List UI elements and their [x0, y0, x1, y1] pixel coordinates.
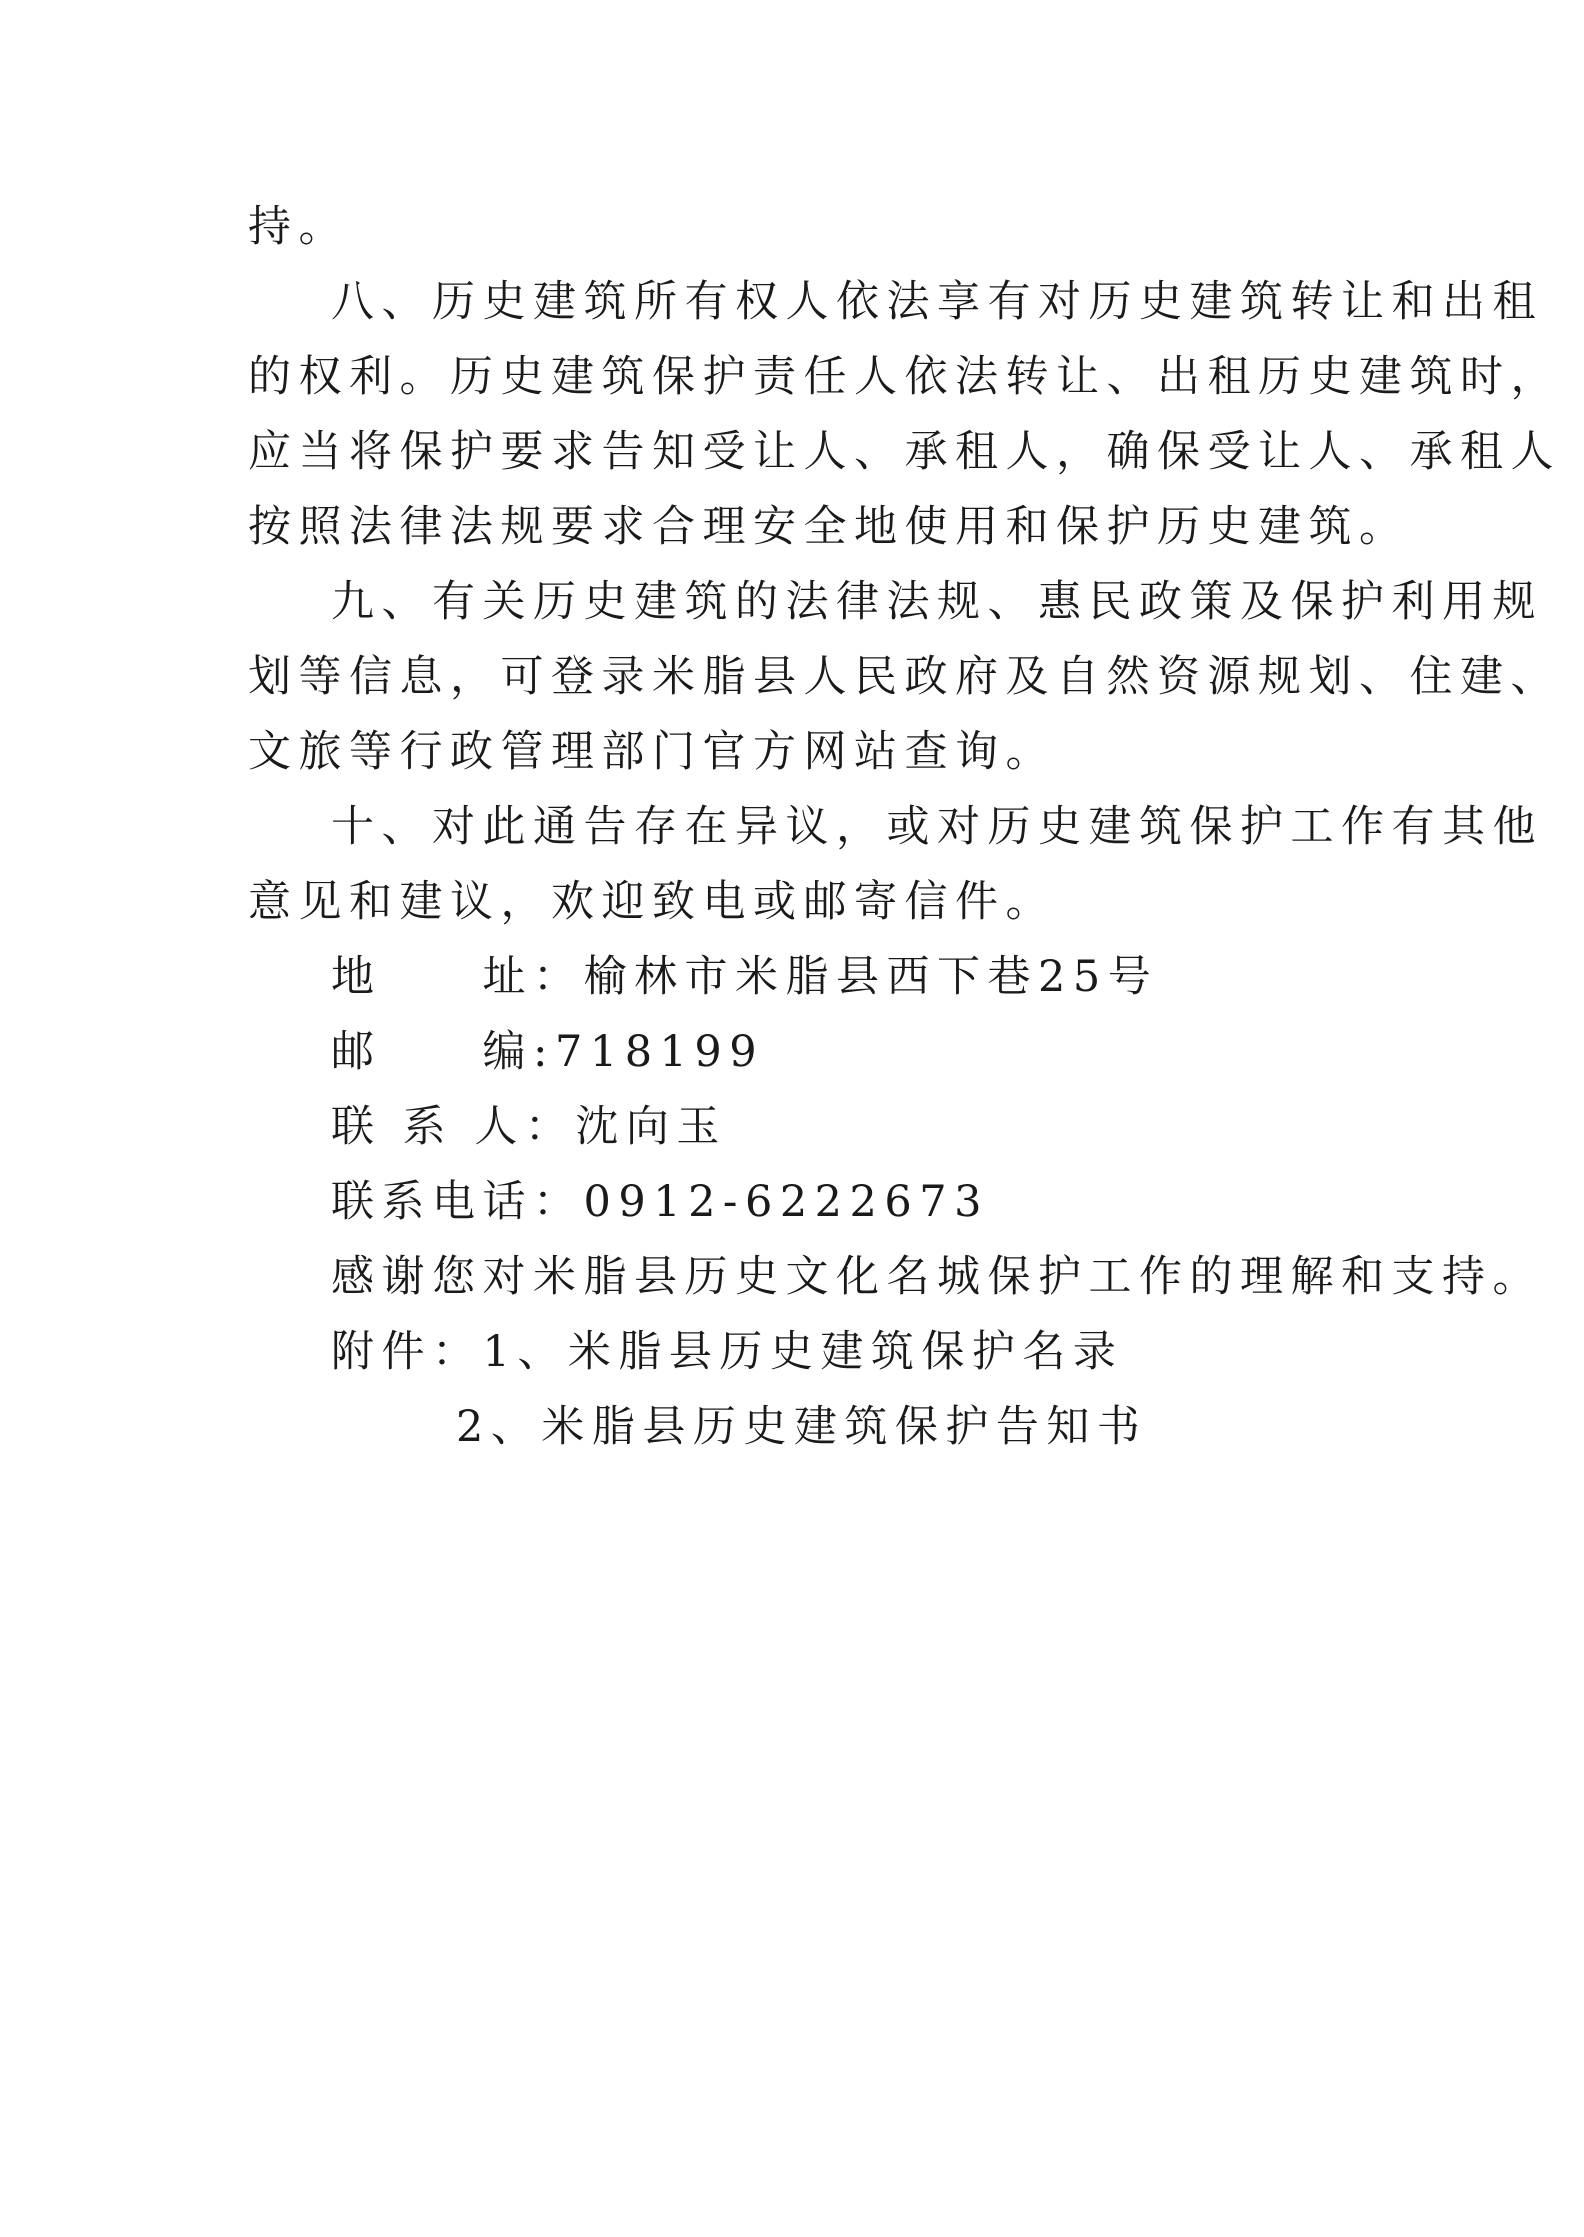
paragraph-line: 应当将保护要求告知受让人、承租人，确保受让人、承租人 — [248, 427, 1561, 477]
thanks-line: 感谢您对米脂县历史文化名城保护工作的理解和支持。 — [331, 1252, 1543, 1302]
paragraph-line: 的权利。历史建筑保护责任人依法转让、出租历史建筑时， — [248, 352, 1561, 402]
paragraph-line: 九、有关历史建筑的法律法规、惠民政策及保护利用规 — [331, 577, 1543, 627]
paragraph-line: 十、对此通告存在异议，或对历史建筑保护工作有其他 — [331, 802, 1543, 852]
paragraph-line: 八、历史建筑所有权人依法享有对历史建筑转让和出租 — [331, 277, 1543, 327]
contact-address: 地 址：榆林市米脂县西下巷25号 — [331, 952, 1159, 1002]
contact-person: 联 系 人：沈向玉 — [331, 1102, 727, 1152]
paragraph-line: 意见和建议，欢迎致电或邮寄信件。 — [248, 877, 1056, 927]
attachment-item: 2、米脂县历史建筑保护告知书 — [456, 1402, 1148, 1452]
paragraph-line: 按照法律法规要求合理安全地使用和保护历史建筑。 — [248, 502, 1410, 552]
paragraph-line: 划等信息，可登录米脂县人民政府及自然资源规划、住建、 — [248, 652, 1561, 702]
document-body — [248, 190, 1561, 1465]
contact-phone: 联系电话：0912-6222673 — [331, 1177, 989, 1227]
contact-postcode: 邮 编:718199 — [331, 1027, 765, 1077]
paragraph-line: 文旅等行政管理部门官方网站查询。 — [248, 727, 1056, 777]
attachment-item: 附件：1、米脂县历史建筑保护名录 — [331, 1327, 1124, 1377]
paragraph-line: 持。 — [248, 202, 349, 252]
